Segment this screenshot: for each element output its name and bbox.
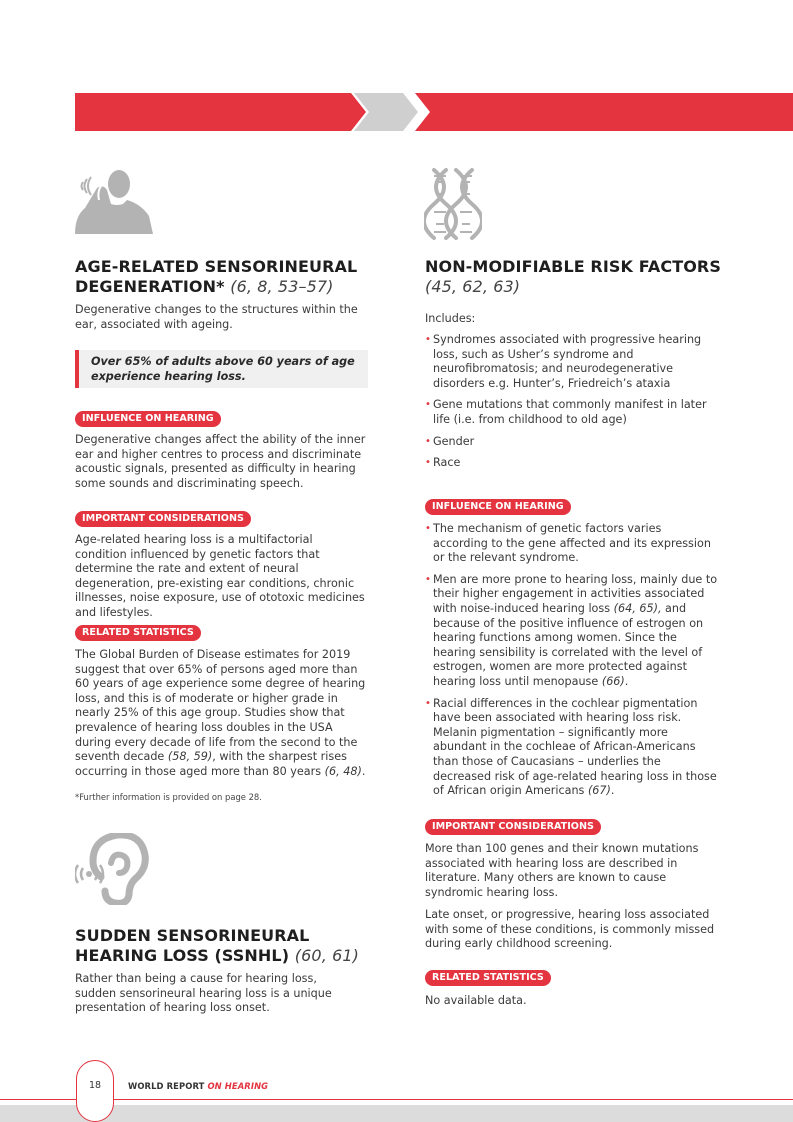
- header-banner: [75, 93, 793, 131]
- list-item: • Gender: [425, 435, 719, 450]
- section-title-ssnhl: SUDDEN SENSORINEURAL HEARING LOSS (SSNHL) (60, 61): [75, 926, 359, 965]
- highlight-callout: [75, 350, 368, 388]
- related-statistics-badge: RELATED STATISTICS: [75, 625, 201, 641]
- ssnhl-intro: Rather than being a cause for hearing loss, sudden sensorineural hearing loss is a unique presentation of hearing loss onset.: [75, 972, 332, 1015]
- footer-line: [0, 1099, 793, 1100]
- dna-icon: [424, 168, 482, 240]
- list-item: • Racial differences in the cochlear pigmentation have been associated with hearing loss risk. Melanin pigmentation – significantly more abundant in the cochleae of African-Americans than those of Caucasians – underlies the decreased risk of age-related hearing loss in those of African origin Americans (67).: [425, 697, 719, 799]
- important-considerations-badge-right: IMPORTANT CONSIDERATIONS: [425, 819, 601, 835]
- page-number-tab: [76, 1060, 114, 1122]
- ear-sound-icon: [75, 833, 150, 905]
- footer-bar: [0, 1105, 793, 1122]
- banner-red-right: [415, 93, 793, 131]
- considerations-p1: More than 100 genes and their known mutations associated with hearing loss are described in literature. Many others are known to cause syndromic hearing loss.: [425, 842, 699, 899]
- list-item: • Syndromes associated with progressive hearing loss, such as Usher’s syndrome and neurofibromatosis; and neurodegenerative disorders e.g. Hunter’s, Friedreich’s ataxia: [425, 333, 719, 391]
- important-considerations-badge: IMPORTANT CONSIDERATIONS: [75, 511, 251, 527]
- influence-list: [425, 522, 719, 806]
- section-title-non-modifiable: NON-MODIFIABLE RISK FACTORS (45, 62, 63): [425, 257, 721, 296]
- list-item: • Race: [425, 456, 719, 471]
- footnote: *Further information is provided on page 28.: [75, 792, 262, 802]
- callout-text: Over 65% of adults above 60 years of age experience hearing loss.: [91, 355, 355, 383]
- related-statistics-badge-right: RELATED STATISTICS: [425, 970, 551, 986]
- section-title-age-related: AGE-RELATED SENSORINEURAL DEGENERATION* (6, 8, 53–57): [75, 257, 358, 296]
- includes-label: Includes:: [425, 312, 476, 325]
- report-title: WORLD REPORT ON HEARING: [128, 1081, 269, 1091]
- page-number: 18: [88, 1080, 102, 1091]
- influence-on-hearing-badge: INFLUENCE ON HEARING: [75, 411, 221, 427]
- statistics-no-data: No available data.: [425, 994, 527, 1007]
- influence-on-hearing-badge-right: INFLUENCE ON HEARING: [425, 499, 571, 515]
- list-item: • Gene mutations that commonly manifest in later life (i.e. from childhood to old age): [425, 398, 719, 427]
- list-item: • The mechanism of genetic factors varies according to the gene affected and its expression or the relevant syndrome.: [425, 522, 719, 566]
- statistics-text: The Global Burden of Disease estimates for 2019 suggest that over 65% of persons aged more than 60 years of age experience some degree of hearing loss, and this is of moderate or higher grade in nearly 25% of this age group. Studies show that prevalence of hearing loss doubles in the USA during every decade of life from the second to the seventh decade (58, 59), with the sharpest rises occurring in those aged more than 80 years (6, 48).: [75, 648, 366, 778]
- list-item: • Men are more prone to hearing loss, mainly due to their higher engagement in activities associated with noise-induced hearing loss (64, 65), and because of the positive influence of estrogen on hearing functions among women. Since the hearing sensibility is correlated with the level of estrogen, women are more protected against hearing loss until menopause (66).: [425, 573, 719, 690]
- considerations-text: Age-related hearing loss is a multifactorial condition influenced by genetic factors that determine the rate and extent of neural degeneration, pre-existing ear conditions, chronic illnesses, noise exposure, use of ototoxic medicines and lifestyles.: [75, 533, 365, 619]
- considerations-p2: Late onset, or progressive, hearing loss associated with some of these conditions, is commonly missed during early childhood screening.: [425, 908, 715, 951]
- includes-list: [425, 333, 719, 478]
- person-listening-icon: [75, 168, 155, 234]
- influence-text: Degenerative changes affect the ability of the inner ear and higher centres to process and discriminate acoustic signals, presented as difficulty in hearing some sounds and discriminating speech.: [75, 433, 366, 490]
- age-related-intro: Degenerative changes to the structures within the ear, associated with ageing.: [75, 303, 358, 331]
- banner-red-left: [75, 93, 366, 131]
